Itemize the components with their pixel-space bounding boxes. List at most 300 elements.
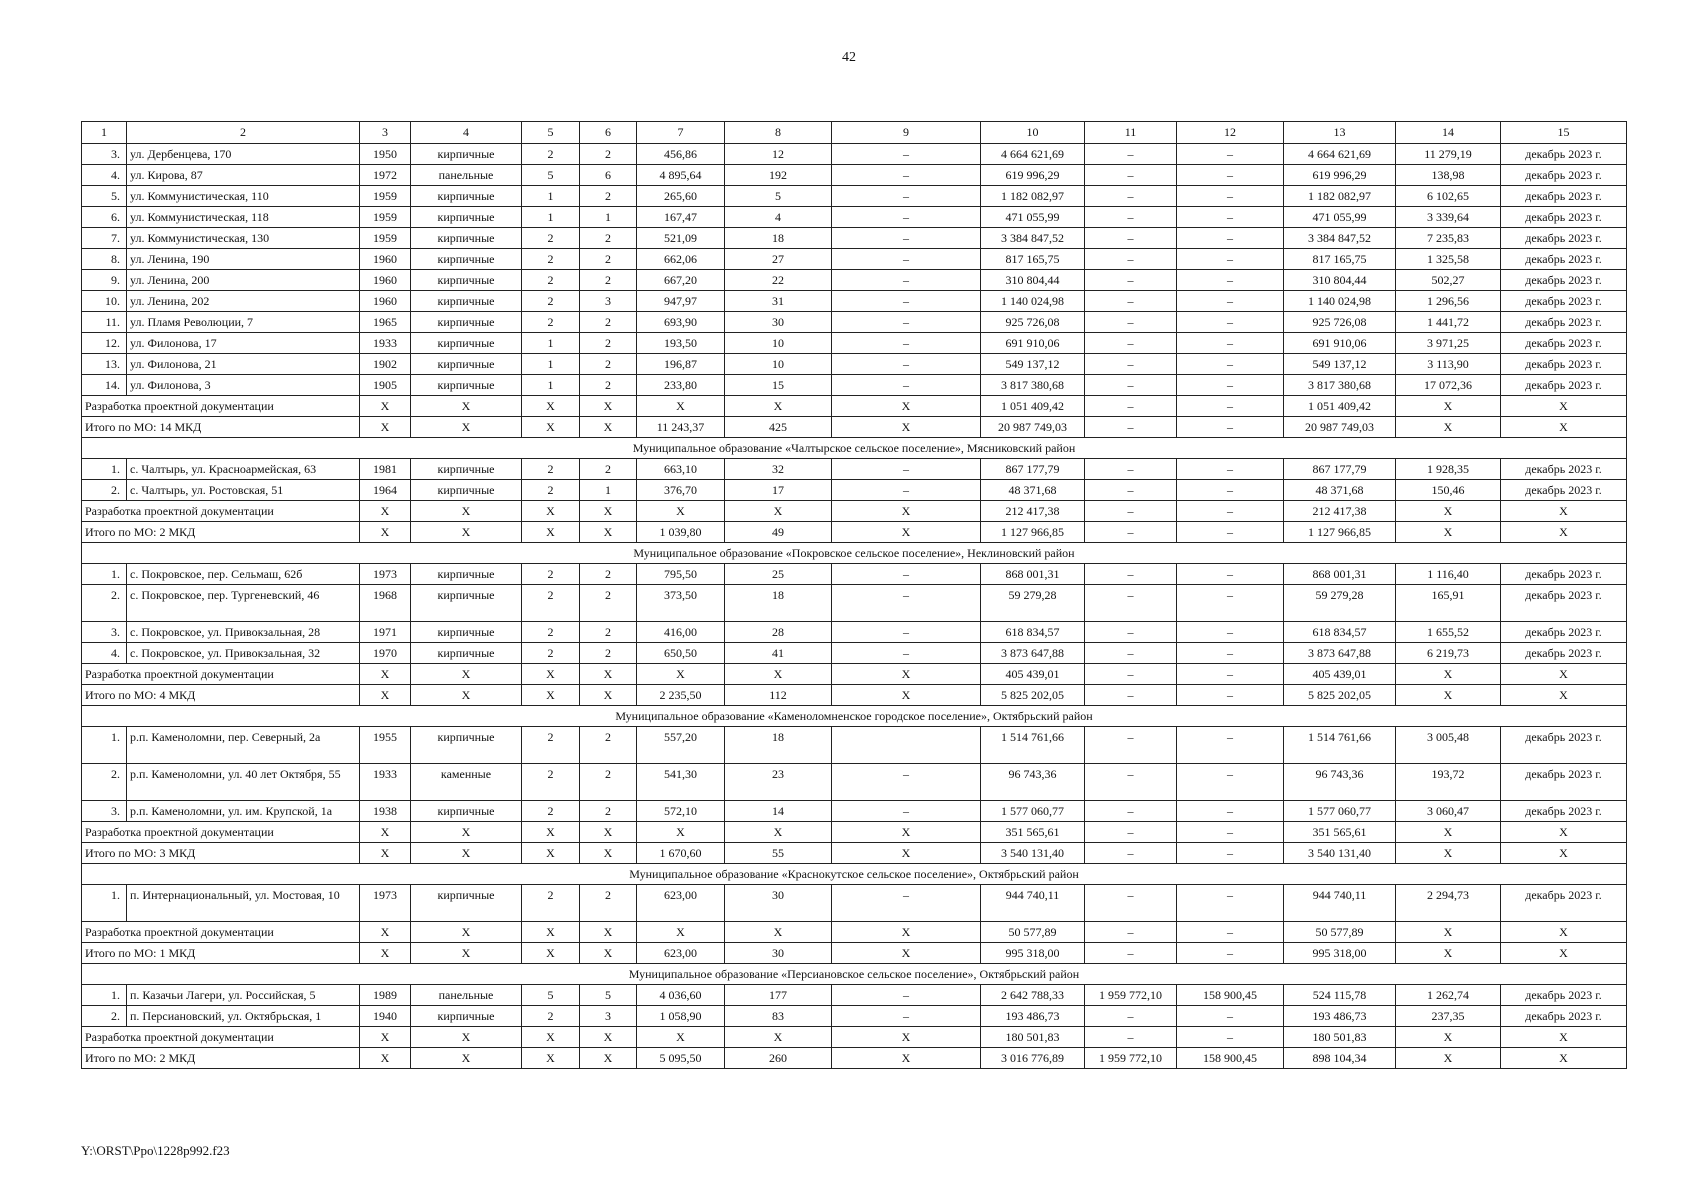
summary-cell: – [1177, 943, 1284, 964]
table-cell: 4. [82, 165, 127, 186]
column-header: 3 [360, 122, 411, 144]
summary-cell: – [1177, 522, 1284, 543]
table-cell: кирпичные [411, 564, 522, 585]
file-path: Y:\ORST\Ppo\1228p992.f23 [81, 1143, 230, 1158]
column-header: 13 [1284, 122, 1396, 144]
table-cell: 237,35 [1396, 1006, 1501, 1027]
summary-cell: X [637, 396, 725, 417]
table-cell: – [1177, 764, 1284, 801]
table-cell: – [832, 186, 981, 207]
table-row [82, 622, 1627, 643]
table-cell: 6 [580, 165, 637, 186]
summary-cell: X [1501, 843, 1627, 864]
summary-cell: 5 825 202,05 [1284, 685, 1396, 706]
summary-cell: X [1501, 396, 1627, 417]
column-header: 8 [725, 122, 832, 144]
table-cell: 2 [580, 459, 637, 480]
table-row [82, 564, 1627, 585]
summary-cell: 30 [725, 943, 832, 964]
table-cell: декабрь 2023 г. [1501, 144, 1627, 165]
table-cell: 541,30 [637, 764, 725, 801]
table-cell: 11 279,19 [1396, 144, 1501, 165]
table-cell: 2 [522, 727, 580, 764]
address-cell: с. Чалтырь, ул. Ростовская, 51 [127, 480, 360, 501]
table-cell: 2 [580, 885, 637, 922]
table-cell: 1 [580, 207, 637, 228]
table-cell: декабрь 2023 г. [1501, 207, 1627, 228]
table-cell: 623,00 [637, 885, 725, 922]
table-cell: – [1085, 1006, 1177, 1027]
summary-cell: X [522, 664, 580, 685]
table-cell: 1972 [360, 165, 411, 186]
table-cell: 1955 [360, 727, 411, 764]
table-cell: 4 [725, 207, 832, 228]
table-cell: кирпичные [411, 643, 522, 664]
table-cell: – [1085, 144, 1177, 165]
table-cell: 2 [522, 643, 580, 664]
summary-cell: X [580, 417, 637, 438]
summary-cell: 623,00 [637, 943, 725, 964]
table-cell: 3. [82, 622, 127, 643]
summary-cell: X [1396, 522, 1501, 543]
summary-cell: – [1177, 1027, 1284, 1048]
table-cell: 12. [82, 333, 127, 354]
table-cell: 619 996,29 [981, 165, 1085, 186]
table-cell: – [1085, 480, 1177, 501]
table-cell: 1959 [360, 186, 411, 207]
summary-cell: X [360, 664, 411, 685]
table-cell: 2 [522, 564, 580, 585]
address-cell: п. Казачьи Лагери, ул. Российская, 5 [127, 985, 360, 1006]
table-cell: 96 743,36 [1284, 764, 1396, 801]
summary-cell: 55 [725, 843, 832, 864]
table-cell: 265,60 [637, 186, 725, 207]
table-row [82, 459, 1627, 480]
summary-cell: X [637, 822, 725, 843]
summary-cell: X [1501, 1027, 1627, 1048]
address-cell: ул. Пламя Революции, 7 [127, 312, 360, 333]
table-cell: – [1177, 312, 1284, 333]
table-cell: 1. [82, 985, 127, 1006]
address-cell: п. Персиановский, ул. Октябрьская, 1 [127, 1006, 360, 1027]
table-cell: 376,70 [637, 480, 725, 501]
table-cell [832, 727, 981, 764]
column-header: 4 [411, 122, 522, 144]
table-cell: 947,97 [637, 291, 725, 312]
table-cell: – [832, 585, 981, 622]
table-cell: 944 740,11 [981, 885, 1085, 922]
table-cell: 1 655,52 [1396, 622, 1501, 643]
summary-cell: – [1177, 685, 1284, 706]
address-cell: ул. Филонова, 3 [127, 375, 360, 396]
municipality-header-row [82, 964, 1627, 985]
table-cell: 691 910,06 [981, 333, 1085, 354]
table-cell: 18 [725, 585, 832, 622]
summary-cell: – [1085, 1027, 1177, 1048]
table-cell: – [1177, 459, 1284, 480]
table-cell: 2 [580, 144, 637, 165]
table-cell: декабрь 2023 г. [1501, 249, 1627, 270]
summary-cell: X [522, 685, 580, 706]
table-cell: 59 279,28 [981, 585, 1085, 622]
summary-label: Разработка проектной документации [82, 922, 360, 943]
table-cell: 1933 [360, 333, 411, 354]
table-cell: декабрь 2023 г. [1501, 564, 1627, 585]
table-cell: декабрь 2023 г. [1501, 801, 1627, 822]
table-cell: 1 514 761,66 [1284, 727, 1396, 764]
table-cell: – [1177, 1006, 1284, 1027]
table-cell: – [832, 801, 981, 822]
table-cell: 3 060,47 [1396, 801, 1501, 822]
table-cell: 138,98 [1396, 165, 1501, 186]
summary-cell: 180 501,83 [1284, 1027, 1396, 1048]
table-cell: – [832, 885, 981, 922]
summary-cell: X [580, 522, 637, 543]
table-cell: 663,10 [637, 459, 725, 480]
municipality-name: Муниципальное образование «Чалтырское сельское поселение», Мясниковский район [82, 438, 1627, 459]
table-cell: 2. [82, 585, 127, 622]
summary-cell: X [360, 396, 411, 417]
table-row [82, 207, 1627, 228]
summary-cell: X [411, 501, 522, 522]
summary-label: Итого по МО: 1 МКД [82, 943, 360, 964]
table-cell: 158 900,45 [1177, 985, 1284, 1006]
table-cell: кирпичные [411, 459, 522, 480]
table-cell: 691 910,06 [1284, 333, 1396, 354]
table-cell: 1950 [360, 144, 411, 165]
table-cell: 17 [725, 480, 832, 501]
table-row [82, 333, 1627, 354]
summary-cell: X [832, 922, 981, 943]
table-cell: 925 726,08 [1284, 312, 1396, 333]
table-cell: 471 055,99 [981, 207, 1085, 228]
table-cell: 2 [522, 312, 580, 333]
table-cell: – [1177, 165, 1284, 186]
table-cell: декабрь 2023 г. [1501, 459, 1627, 480]
column-header: 11 [1085, 122, 1177, 144]
summary-cell: X [832, 396, 981, 417]
table-cell: 2 [522, 249, 580, 270]
summary-cell: X [832, 1027, 981, 1048]
summary-cell: X [832, 522, 981, 543]
table-cell: 3 817 380,68 [981, 375, 1085, 396]
summary-row [82, 501, 1627, 522]
table-cell: 1 182 082,97 [981, 186, 1085, 207]
table-cell: 3 817 380,68 [1284, 375, 1396, 396]
table-cell: – [1177, 585, 1284, 622]
summary-cell: X [725, 396, 832, 417]
table-cell: кирпичные [411, 1006, 522, 1027]
table-cell: 4. [82, 643, 127, 664]
table-cell: – [1177, 564, 1284, 585]
table-cell: кирпичные [411, 375, 522, 396]
summary-cell: X [1396, 417, 1501, 438]
table-cell: 1 140 024,98 [981, 291, 1085, 312]
address-cell: с. Чалтырь, ул. Красноармейская, 63 [127, 459, 360, 480]
table-cell: – [1085, 764, 1177, 801]
summary-cell: X [1396, 843, 1501, 864]
summary-row [82, 417, 1627, 438]
summary-cell: X [411, 522, 522, 543]
table-cell: 2. [82, 764, 127, 801]
table-cell: 193,50 [637, 333, 725, 354]
table-cell: 3 873 647,88 [981, 643, 1085, 664]
table-row [82, 1006, 1627, 1027]
table-cell: 1940 [360, 1006, 411, 1027]
table-cell: – [832, 564, 981, 585]
table-cell: 1959 [360, 228, 411, 249]
table-cell: – [832, 144, 981, 165]
table-cell: 1. [82, 459, 127, 480]
table-cell: 1970 [360, 643, 411, 664]
table-cell: 3 971,25 [1396, 333, 1501, 354]
table-cell: – [1177, 144, 1284, 165]
table-cell: 1981 [360, 459, 411, 480]
table-cell: – [1085, 228, 1177, 249]
table-cell: декабрь 2023 г. [1501, 333, 1627, 354]
table-cell: 416,00 [637, 622, 725, 643]
summary-row [82, 843, 1627, 864]
summary-row [82, 1048, 1627, 1069]
table-cell: 1989 [360, 985, 411, 1006]
table-cell: – [1085, 643, 1177, 664]
table-cell: 1 577 060,77 [1284, 801, 1396, 822]
table-cell: – [1177, 622, 1284, 643]
table-cell: декабрь 2023 г. [1501, 270, 1627, 291]
address-cell: п. Интернациональный, ул. Мостовая, 10 [127, 885, 360, 922]
table-cell: 650,50 [637, 643, 725, 664]
table-cell: 1. [82, 885, 127, 922]
table-cell: декабрь 2023 г. [1501, 622, 1627, 643]
summary-cell: – [1085, 922, 1177, 943]
table-cell: 3 339,64 [1396, 207, 1501, 228]
table-cell: 2 [580, 375, 637, 396]
table-cell: 2 [522, 801, 580, 822]
summary-cell: X [522, 1027, 580, 1048]
municipality-name: Муниципальное образование «Покровское сельское поселение», Неклиновский район [82, 543, 1627, 564]
summary-cell: – [1177, 417, 1284, 438]
table-cell: – [1177, 291, 1284, 312]
summary-cell: X [1501, 417, 1627, 438]
table-cell: 18 [725, 228, 832, 249]
table-cell: 1 [522, 186, 580, 207]
table-cell: 549 137,12 [981, 354, 1085, 375]
summary-row [82, 822, 1627, 843]
table-cell: – [1085, 312, 1177, 333]
table-cell: 1960 [360, 291, 411, 312]
table-cell: 2 [580, 727, 637, 764]
table-cell: 618 834,57 [981, 622, 1085, 643]
summary-cell: 50 577,89 [981, 922, 1085, 943]
table-cell: 1 262,74 [1396, 985, 1501, 1006]
table-cell: декабрь 2023 г. [1501, 585, 1627, 622]
summary-cell: – [1177, 922, 1284, 943]
summary-cell: X [637, 664, 725, 685]
summary-row [82, 922, 1627, 943]
summary-cell: X [580, 664, 637, 685]
summary-cell: X [411, 1027, 522, 1048]
table-cell: кирпичные [411, 585, 522, 622]
table-cell: 557,20 [637, 727, 725, 764]
summary-cell: 1 051 409,42 [981, 396, 1085, 417]
summary-cell: X [1396, 664, 1501, 685]
summary-cell: – [1085, 396, 1177, 417]
table-cell: 2 [522, 291, 580, 312]
table-cell: декабрь 2023 г. [1501, 375, 1627, 396]
table-cell: 1960 [360, 249, 411, 270]
summary-cell: X [580, 822, 637, 843]
table-cell: 6. [82, 207, 127, 228]
table-cell: – [1085, 564, 1177, 585]
summary-row [82, 664, 1627, 685]
table-cell: 23 [725, 764, 832, 801]
table-cell: 521,09 [637, 228, 725, 249]
summary-cell: X [411, 1048, 522, 1069]
table-cell: 310 804,44 [981, 270, 1085, 291]
summary-cell: X [1501, 822, 1627, 843]
table-cell: – [1177, 333, 1284, 354]
municipality-header-row [82, 706, 1627, 727]
table-cell: – [832, 985, 981, 1006]
table-cell: 2 [522, 459, 580, 480]
table-cell: 2 [522, 270, 580, 291]
table-cell: 1938 [360, 801, 411, 822]
table-cell: 30 [725, 885, 832, 922]
summary-cell: X [411, 417, 522, 438]
summary-row [82, 396, 1627, 417]
table-cell: 3 [580, 1006, 637, 1027]
table-cell: декабрь 2023 г. [1501, 480, 1627, 501]
table-cell: – [1177, 249, 1284, 270]
table-cell: декабрь 2023 г. [1501, 727, 1627, 764]
table-cell: 1 959 772,10 [1085, 985, 1177, 1006]
table-cell: 59 279,28 [1284, 585, 1396, 622]
summary-cell: X [580, 1048, 637, 1069]
table-cell: 867 177,79 [1284, 459, 1396, 480]
summary-cell: 1 670,60 [637, 843, 725, 864]
table-cell: 6 102,65 [1396, 186, 1501, 207]
table-cell: кирпичные [411, 144, 522, 165]
table-cell: кирпичные [411, 228, 522, 249]
table-cell: кирпичные [411, 727, 522, 764]
table-cell: 10. [82, 291, 127, 312]
table-row [82, 727, 1627, 764]
table-cell: 4 895,64 [637, 165, 725, 186]
table-cell: – [1085, 186, 1177, 207]
table-cell: 1 [580, 480, 637, 501]
table-cell: 14 [725, 801, 832, 822]
table-cell: – [832, 480, 981, 501]
table-cell: – [1085, 622, 1177, 643]
summary-cell: – [1085, 522, 1177, 543]
table-cell: кирпичные [411, 249, 522, 270]
table-cell: 662,06 [637, 249, 725, 270]
table-cell: 5 [580, 985, 637, 1006]
summary-cell: X [360, 1048, 411, 1069]
summary-row [82, 685, 1627, 706]
table-cell: – [1177, 186, 1284, 207]
summary-cell: 20 987 749,03 [1284, 417, 1396, 438]
summary-cell: X [580, 501, 637, 522]
table-cell: 10 [725, 354, 832, 375]
table-cell: 618 834,57 [1284, 622, 1396, 643]
address-cell: р.п. Каменоломни, пер. Северный, 2а [127, 727, 360, 764]
summary-label: Итого по МО: 2 МКД [82, 1048, 360, 1069]
summary-cell: X [1501, 685, 1627, 706]
summary-cell: X [580, 685, 637, 706]
table-cell: кирпичные [411, 312, 522, 333]
table-cell: кирпичные [411, 622, 522, 643]
table-cell: 9. [82, 270, 127, 291]
table-cell: – [832, 165, 981, 186]
table-cell: 868 001,31 [1284, 564, 1396, 585]
address-cell: ул. Ленина, 202 [127, 291, 360, 312]
table-cell: 150,46 [1396, 480, 1501, 501]
summary-cell: 5 825 202,05 [981, 685, 1085, 706]
table-cell: 502,27 [1396, 270, 1501, 291]
summary-cell: 425 [725, 417, 832, 438]
summary-label: Итого по МО: 2 МКД [82, 522, 360, 543]
table-cell: 2 [522, 764, 580, 801]
table-cell: 2 [580, 622, 637, 643]
table-cell: 456,86 [637, 144, 725, 165]
table-cell: – [832, 764, 981, 801]
table-cell: кирпичные [411, 291, 522, 312]
table-cell: 11. [82, 312, 127, 333]
table-cell: 1 140 024,98 [1284, 291, 1396, 312]
table-cell: – [832, 228, 981, 249]
summary-cell: 2 235,50 [637, 685, 725, 706]
table-cell: – [1085, 270, 1177, 291]
summary-cell: X [411, 922, 522, 943]
table-cell: – [1177, 228, 1284, 249]
summary-cell: 260 [725, 1048, 832, 1069]
table-row [82, 375, 1627, 396]
summary-label: Разработка проектной документации [82, 501, 360, 522]
page-number: 42 [842, 50, 856, 65]
table-cell: – [1177, 643, 1284, 664]
table-cell: кирпичные [411, 333, 522, 354]
summary-cell: X [832, 822, 981, 843]
table-cell: 5 [725, 186, 832, 207]
summary-cell: X [522, 1048, 580, 1069]
summary-cell: 50 577,89 [1284, 922, 1396, 943]
summary-cell: X [637, 922, 725, 943]
table-cell: 17 072,36 [1396, 375, 1501, 396]
table-cell: 572,10 [637, 801, 725, 822]
table-cell: 1 058,90 [637, 1006, 725, 1027]
summary-cell: X [360, 822, 411, 843]
table-cell: – [832, 270, 981, 291]
table-cell: 41 [725, 643, 832, 664]
table-cell: – [832, 1006, 981, 1027]
table-cell: панельные [411, 985, 522, 1006]
table-row [82, 186, 1627, 207]
table-cell: – [1177, 480, 1284, 501]
table-cell: – [1085, 249, 1177, 270]
table-cell: 2 [580, 270, 637, 291]
address-cell: ул. Коммунистическая, 118 [127, 207, 360, 228]
table-cell: 1 441,72 [1396, 312, 1501, 333]
summary-cell: X [1396, 922, 1501, 943]
summary-label: Разработка проектной документации [82, 1027, 360, 1048]
table-cell: – [832, 459, 981, 480]
table-cell: 1 116,40 [1396, 564, 1501, 585]
summary-row [82, 943, 1627, 964]
housing-repair-table [81, 121, 1627, 1069]
table-cell: 310 804,44 [1284, 270, 1396, 291]
municipality-header-row [82, 543, 1627, 564]
